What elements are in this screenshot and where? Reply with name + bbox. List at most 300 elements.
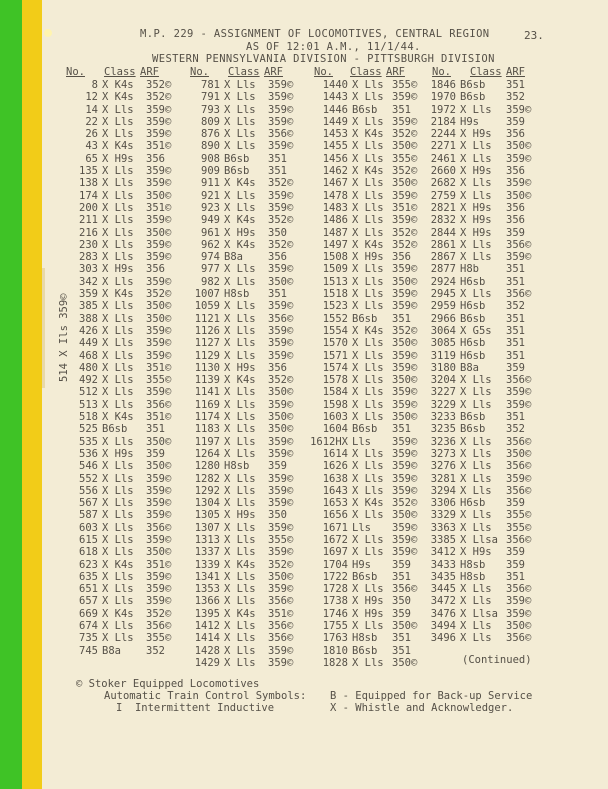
loco-arf: 356©	[506, 460, 532, 473]
loco-class: X Lls	[460, 140, 492, 153]
locomotive-row	[420, 571, 540, 583]
loco-class: X Lls	[460, 177, 492, 190]
loco-class: X H9s	[102, 263, 134, 276]
loco-arf: 359©	[392, 521, 418, 534]
loco-arf: 359©	[146, 509, 172, 522]
locomotive-row	[300, 128, 426, 140]
loco-arf: 356©	[506, 533, 532, 546]
loco-number: 2660	[430, 165, 456, 178]
loco-number: 3472	[430, 595, 456, 608]
document-title: M.P. 229 - ASSIGNMENT OF LOCOMOTIVES, CENTRAL REGION	[140, 28, 490, 40]
locomotive-row	[300, 239, 426, 251]
loco-arf: 359	[268, 460, 287, 473]
loco-number: 3306	[430, 497, 456, 510]
locomotive-row	[300, 473, 426, 485]
loco-class: X Lls	[460, 472, 492, 485]
page-number: 23.	[524, 29, 544, 42]
loco-arf: 351	[506, 275, 525, 288]
loco-class: B6sb	[352, 423, 378, 436]
loco-class: X H9s	[460, 128, 492, 141]
locomotive-column-4	[420, 79, 540, 645]
locomotive-row	[300, 374, 426, 386]
loco-number: 923	[201, 201, 220, 214]
locomotive-row	[420, 595, 540, 607]
locomotive-row	[420, 202, 540, 214]
loco-class: X Lls	[224, 115, 256, 128]
loco-arf: 356©	[268, 312, 294, 325]
loco-class: X K4s	[102, 607, 134, 620]
header-no-3: No.	[314, 66, 333, 78]
loco-class: X Lls	[224, 447, 256, 460]
locomotive-row	[420, 509, 540, 521]
loco-arf: 352©	[392, 324, 418, 337]
loco-number: 211	[79, 214, 98, 227]
loco-arf: 359©	[146, 251, 172, 264]
loco-class: H8sb	[224, 288, 250, 301]
loco-arf: 359©	[268, 91, 294, 104]
loco-arf: 359©	[506, 177, 532, 190]
loco-class: X Lls	[352, 349, 384, 362]
locomotive-row	[180, 608, 302, 620]
loco-number: 982	[201, 275, 220, 288]
header-arf-2: ARF	[264, 66, 283, 78]
locomotive-row	[300, 337, 426, 349]
locomotive-row	[58, 91, 180, 103]
locomotive-row	[420, 473, 540, 485]
locomotive-row	[58, 620, 180, 632]
loco-arf: 356©	[146, 620, 172, 633]
loco-class: X Lls	[352, 460, 384, 473]
loco-number: 552	[79, 472, 98, 485]
loco-arf: 356	[146, 152, 165, 165]
loco-number: 3276	[430, 460, 456, 473]
header-class-4: Class	[470, 66, 502, 78]
locomotive-row	[420, 632, 540, 644]
loco-number: 1571	[322, 349, 348, 362]
loco-number: 2759	[430, 189, 456, 202]
locomotive-row	[58, 214, 180, 226]
locomotive-row	[180, 91, 302, 103]
loco-number: 14	[85, 103, 98, 116]
locomotive-row	[180, 460, 302, 472]
loco-class: X Lls	[102, 583, 134, 596]
loco-number: 513	[79, 398, 98, 411]
loco-class: X H9s	[352, 607, 384, 620]
locomotive-row	[300, 497, 426, 509]
loco-number: 1313	[194, 533, 220, 546]
loco-number: 603	[79, 521, 98, 534]
loco-class: X K4s	[224, 558, 256, 571]
locomotive-row	[300, 423, 426, 435]
locomotive-row	[180, 263, 302, 275]
loco-number: 1614	[322, 447, 348, 460]
loco-class: X K4s	[102, 79, 134, 91]
loco-arf: 351	[392, 312, 411, 325]
locomotive-row	[420, 436, 540, 448]
loco-arf: 351	[506, 79, 525, 91]
loco-number: 2244	[430, 128, 456, 141]
loco-class: X K4s	[102, 558, 134, 571]
loco-class: X K4s	[224, 238, 256, 251]
loco-arf: 352©	[268, 177, 294, 190]
loco-number: 535	[79, 435, 98, 448]
locomotive-row	[58, 165, 180, 177]
loco-class: X Lls	[352, 533, 384, 546]
loco-class: X Lls	[102, 386, 134, 399]
loco-class: H9s	[352, 558, 371, 571]
locomotive-row	[58, 436, 180, 448]
loco-number: 876	[201, 128, 220, 141]
loco-class: X Lls	[352, 447, 384, 460]
loco-class: X Lls	[460, 583, 492, 596]
loco-arf: 352©	[392, 165, 418, 178]
loco-arf: 359©	[392, 189, 418, 202]
loco-arf: 359©	[268, 435, 294, 448]
loco-class: X Lls	[352, 214, 384, 227]
loco-class: X K4s	[102, 288, 134, 301]
loco-number: 1653	[322, 497, 348, 510]
loco-number: 1728	[322, 583, 348, 596]
loco-number: 1429	[194, 656, 220, 669]
loco-number: 426	[79, 324, 98, 337]
loco-class: X Lls	[102, 238, 134, 251]
loco-arf: 359©	[268, 115, 294, 128]
loco-number: 1366	[194, 595, 220, 608]
loco-arf: 359©	[392, 447, 418, 460]
loco-number: 2682	[430, 177, 456, 190]
loco-arf: 350©	[392, 275, 418, 288]
loco-arf: 351	[268, 152, 287, 165]
loco-arf: 355©	[268, 533, 294, 546]
locomotive-row	[180, 214, 302, 226]
loco-class: X Lls	[352, 79, 384, 91]
loco-class: X Lls	[460, 620, 492, 633]
loco-class: X K4s	[102, 140, 134, 153]
loco-class: X H9s	[102, 447, 134, 460]
locomotive-row	[300, 202, 426, 214]
locomotive-row	[300, 300, 426, 312]
loco-arf: 359©	[392, 300, 418, 313]
loco-number: 3494	[430, 620, 456, 633]
loco-class: X Lls	[352, 484, 384, 497]
loco-arf: 352©	[392, 226, 418, 239]
loco-arf: 359©	[392, 288, 418, 301]
as-of-date: AS OF 12:01 A.M., 11/1/44.	[246, 41, 421, 53]
loco-number: 1483	[322, 201, 348, 214]
loco-class: X Lls	[224, 583, 256, 596]
loco-number: 3329	[430, 509, 456, 522]
loco-number: 3496	[430, 632, 456, 645]
locomotive-row	[420, 460, 540, 472]
locomotive-row	[58, 595, 180, 607]
locomotive-row	[300, 559, 426, 571]
locomotive-row	[300, 645, 426, 657]
loco-arf: 359©	[268, 644, 294, 657]
loco-number: 388	[79, 312, 98, 325]
loco-arf: 359	[392, 607, 411, 620]
loco-class: X Lls	[224, 275, 256, 288]
loco-class: X Lls	[102, 374, 134, 387]
locomotive-row	[300, 79, 426, 91]
loco-number: 1169	[194, 398, 220, 411]
loco-arf: 359©	[146, 103, 172, 116]
loco-class: H9s	[460, 115, 479, 128]
loco-arf: 359©	[268, 300, 294, 313]
loco-class: X Lls	[224, 398, 256, 411]
loco-number: 3412	[430, 546, 456, 559]
loco-class: X Lls	[102, 201, 134, 214]
header-arf-4: ARF	[506, 66, 525, 78]
loco-number: 1121	[194, 312, 220, 325]
loco-arf: 352	[506, 423, 525, 436]
loco-class: X Lls	[224, 411, 256, 424]
locomotive-row	[58, 411, 180, 423]
loco-number: 669	[79, 607, 98, 620]
locomotive-row	[180, 177, 302, 189]
loco-arf: 359©	[146, 115, 172, 128]
locomotive-row	[58, 337, 180, 349]
loco-class: X Lls	[224, 644, 256, 657]
loco-arf: 359©	[146, 177, 172, 190]
locomotive-row	[300, 460, 426, 472]
loco-class: X Lls	[224, 656, 256, 669]
locomotive-row	[300, 583, 426, 595]
loco-number: 1412	[194, 620, 220, 633]
punch-hole	[44, 29, 52, 37]
loco-number: 2966	[430, 312, 456, 325]
loco-class: X Lls	[224, 620, 256, 633]
loco-class: X G5s	[460, 324, 492, 337]
locomotive-row	[420, 583, 540, 595]
loco-arf: 352	[506, 300, 525, 313]
loco-number: 1467	[322, 177, 348, 190]
loco-number: 2945	[430, 288, 456, 301]
loco-arf: 359©	[268, 656, 294, 669]
loco-number: 2821	[430, 201, 456, 214]
locomotive-row	[420, 91, 540, 103]
loco-number: 3273	[430, 447, 456, 460]
locomotive-row	[420, 497, 540, 509]
loco-arf: 350©	[268, 423, 294, 436]
loco-class: X K4s	[352, 128, 384, 141]
loco-number: 1292	[194, 484, 220, 497]
loco-arf: 352©	[146, 288, 172, 301]
locomotive-row	[180, 485, 302, 497]
loco-class: X Lls	[102, 435, 134, 448]
locomotive-row	[180, 165, 302, 177]
loco-number: 3435	[430, 570, 456, 583]
loco-number: 1638	[322, 472, 348, 485]
loco-class: X Lls	[102, 312, 134, 325]
loco-arf: 350©	[506, 189, 532, 202]
loco-arf: 359©	[146, 337, 172, 350]
locomotive-row	[420, 239, 540, 251]
loco-arf: 351©	[146, 558, 172, 571]
loco-arf: 350©	[268, 275, 294, 288]
loco-number: 12	[85, 91, 98, 104]
loco-arf: 351	[506, 263, 525, 276]
loco-number: 3294	[430, 484, 456, 497]
loco-number: 1487	[322, 226, 348, 239]
loco-class: X Lls	[102, 300, 134, 313]
loco-number: 3445	[430, 583, 456, 596]
locomotive-row	[180, 227, 302, 239]
loco-number: 1007	[194, 288, 220, 301]
locomotive-row	[180, 448, 302, 460]
loco-arf: 359©	[506, 152, 532, 165]
loco-class: X Lls	[460, 595, 492, 608]
locomotive-row	[300, 104, 426, 116]
loco-number: 2184	[430, 115, 456, 128]
locomotive-row	[300, 276, 426, 288]
locomotive-row	[180, 632, 302, 644]
loco-number: 1059	[194, 300, 220, 313]
loco-arf: 351	[392, 570, 411, 583]
loco-class: X Lls	[224, 140, 256, 153]
loco-number: 1183	[194, 423, 220, 436]
locomotive-row	[58, 325, 180, 337]
loco-arf: 359©	[268, 484, 294, 497]
loco-class: X Lls	[460, 152, 492, 165]
loco-number: 2877	[430, 263, 456, 276]
locomotive-row	[420, 411, 540, 423]
loco-number: 1307	[194, 521, 220, 534]
loco-arf: 359©	[268, 103, 294, 116]
locomotive-row	[58, 497, 180, 509]
locomotive-row	[300, 546, 426, 558]
loco-arf: 351	[506, 324, 525, 337]
locomotive-row	[300, 411, 426, 423]
loco-arf: 359©	[392, 115, 418, 128]
loco-number: 1518	[322, 288, 348, 301]
loco-number: 1513	[322, 275, 348, 288]
loco-arf: 350©	[392, 140, 418, 153]
loco-number: 1486	[322, 214, 348, 227]
loco-class: X Lls	[224, 337, 256, 350]
header-arf-1: ARF	[140, 66, 159, 78]
loco-arf: 359©	[392, 398, 418, 411]
loco-class: X Lls	[102, 128, 134, 141]
loco-number: 908	[201, 152, 220, 165]
loco-number: 1127	[194, 337, 220, 350]
loco-number: 1446	[322, 103, 348, 116]
loco-number: 1738	[322, 595, 348, 608]
locomotive-row	[58, 423, 180, 435]
loco-arf: 359©	[146, 533, 172, 546]
loco-class: B6sb	[224, 165, 250, 178]
loco-class: X Lls	[102, 546, 134, 559]
locomotive-row	[58, 546, 180, 558]
loco-class: H8sb	[460, 558, 486, 571]
loco-class: X Lls	[352, 411, 384, 424]
loco-class: X Lls	[102, 361, 134, 374]
loco-number: 1570	[322, 337, 348, 350]
loco-arf: 359©	[268, 201, 294, 214]
division-heading: WESTERN PENNSYLVANIA DIVISION - PITTSBURGH DIVISION	[152, 53, 495, 65]
loco-class: H6sb	[460, 300, 486, 313]
locomotive-row	[420, 374, 540, 386]
loco-arf: 359©	[392, 546, 418, 559]
loco-class: X Lls	[352, 583, 384, 596]
loco-number: 1643	[322, 484, 348, 497]
loco-number: 2959	[430, 300, 456, 313]
loco-class: X Lls	[102, 472, 134, 485]
loco-arf: 359©	[506, 398, 532, 411]
loco-number: 468	[79, 349, 98, 362]
locomotive-row	[300, 350, 426, 362]
loco-class: X Lls	[102, 595, 134, 608]
loco-arf: 351©	[268, 607, 294, 620]
loco-arf: 356	[506, 201, 525, 214]
loco-arf: 352©	[268, 238, 294, 251]
loco-number: 43	[85, 140, 98, 153]
loco-class: X Lls	[352, 189, 384, 202]
loco-arf: 359	[506, 546, 525, 559]
locomotive-row	[180, 473, 302, 485]
locomotive-row	[420, 140, 540, 152]
locomotive-row	[58, 571, 180, 583]
loco-number: 480	[79, 361, 98, 374]
loco-class: X Lls	[102, 570, 134, 583]
locomotive-row	[180, 374, 302, 386]
loco-class: X Lls	[224, 263, 256, 276]
loco-arf: 359©	[392, 361, 418, 374]
locomotive-row	[58, 374, 180, 386]
loco-class: X K4s	[224, 177, 256, 190]
locomotive-row	[180, 128, 302, 140]
loco-class: X Llsa	[460, 533, 498, 546]
loco-arf: 350©	[506, 447, 532, 460]
loco-number: 1141	[194, 386, 220, 399]
loco-number: 615	[79, 533, 98, 546]
locomotive-row	[300, 214, 426, 226]
locomotive-row	[420, 128, 540, 140]
locomotive-row	[180, 620, 302, 632]
loco-number: 2867	[430, 251, 456, 264]
loco-arf: 351	[392, 632, 411, 645]
loco-number: 623	[79, 558, 98, 571]
loco-class: X H9s	[224, 361, 256, 374]
loco-class: X H9s	[102, 152, 134, 165]
loco-arf: 351©	[392, 201, 418, 214]
locomotive-row	[58, 608, 180, 620]
loco-arf: 359©	[392, 460, 418, 473]
locomotive-row	[300, 534, 426, 546]
locomotive-row	[420, 559, 540, 571]
locomotive-row	[180, 104, 302, 116]
footnote-atc-intermittent: I Intermittent Inductive	[116, 702, 275, 714]
locomotive-row	[58, 239, 180, 251]
locomotive-row	[58, 522, 180, 534]
loco-arf: 350©	[506, 620, 532, 633]
locomotive-row	[58, 202, 180, 214]
locomotive-row	[420, 534, 540, 546]
loco-class: B6sb	[352, 644, 378, 657]
locomotive-row	[58, 509, 180, 521]
loco-arf: 355©	[506, 509, 532, 522]
loco-number: 536	[79, 447, 98, 460]
loco-arf: 359	[392, 558, 411, 571]
locomotive-row	[420, 153, 540, 165]
loco-class: X Lls	[460, 374, 492, 387]
loco-arf: 359©	[146, 324, 172, 337]
loco-arf: 350©	[392, 509, 418, 522]
locomotive-row	[58, 190, 180, 202]
loco-class: X Lls	[352, 656, 384, 669]
loco-number: 525	[79, 423, 98, 436]
loco-number: 657	[79, 595, 98, 608]
locomotive-row	[420, 251, 540, 263]
